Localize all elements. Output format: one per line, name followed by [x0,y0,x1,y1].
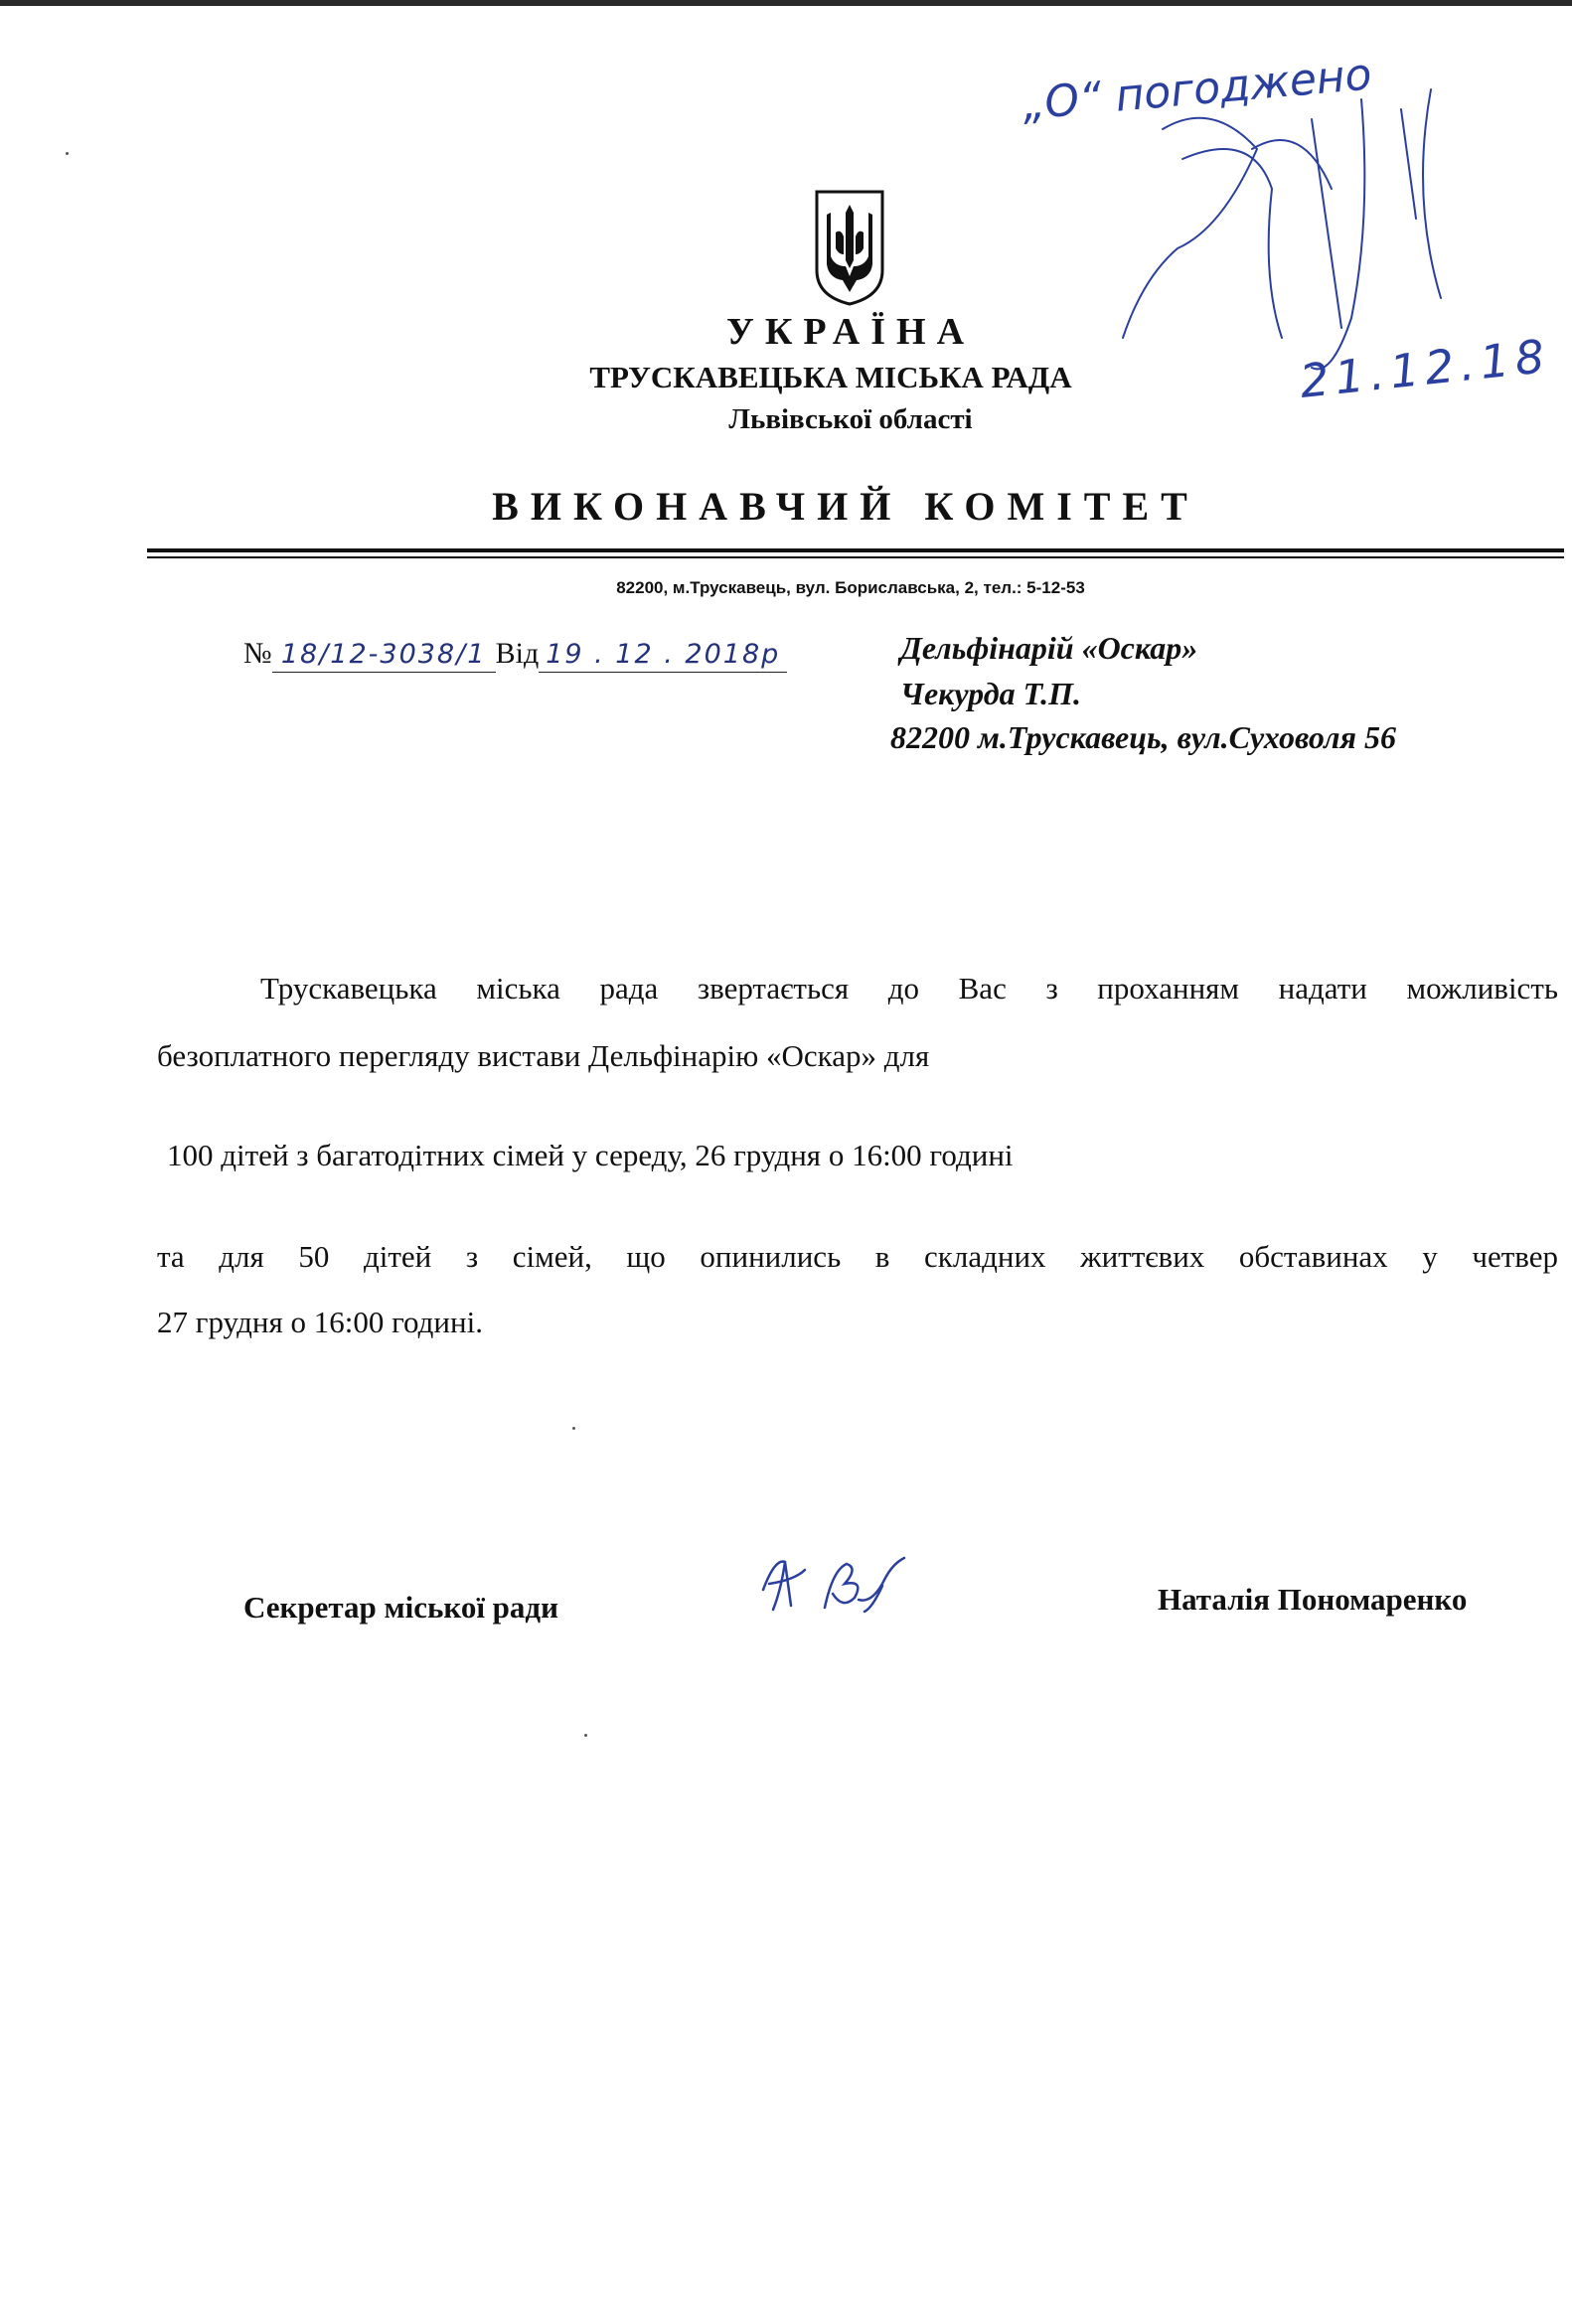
body-paragraph-1-line-2: безоплатного перегляду вистави Дельфінарію «Оскар» для [157,1038,930,1073]
registration-number: 18/12-3038/1 [272,636,496,673]
approval-note-date: 21.12.18 [1297,328,1553,408]
signatory-title: Секретар міської ради [243,1590,558,1625]
date-prefix: Від [495,637,540,670]
body-paragraph-1-line-1: Трускавецька міська рада звертається до Вас з проханням надати можливість [260,971,1558,1006]
scan-speck [584,1734,587,1737]
committee-title: ВИКОНАВЧИЙ КОМІТЕТ [492,484,1199,529]
scan-speck [572,1427,575,1430]
body-paragraph-3-line-2: 27 грудня о 16:00 годині. [157,1305,483,1339]
recipient-organization: Дельфінарій «Оскар» [900,630,1198,666]
body-paragraph-2: 100 дітей з багатодітних сімей у середу, 26 грудня о 16:00 годині [167,1138,1014,1172]
approval-signature-scrawl [1123,89,1441,369]
country-name: УКРАЇНА [725,311,976,353]
approval-note-text: „О“ погоджено [1020,49,1374,130]
council-address: 82200, м.Трускавець, вул. Бориславська, 2, тел.: 5-12-53 [616,578,1085,597]
header-rule-thick [147,548,1564,552]
body-paragraph-3-line-1: та для 50 дітей з сімей, що опинились в складних життєвих обставинах у четвер [157,1239,1558,1274]
oblast-name: Львівської області [728,403,973,435]
signatory-name: Наталія Пономаренко [1158,1582,1468,1617]
scan-top-band [0,0,1572,6]
handwritten-signature [755,1550,924,1620]
recipient-person: Чекурда Т.П. [900,676,1082,711]
registration-line [243,636,787,673]
registration-date: 19 . 12 . 2018р [539,636,787,673]
coat-of-arms-icon [813,189,886,306]
number-prefix: № [243,637,272,670]
header-rule-thin [147,556,1564,558]
scan-speck [66,152,69,155]
approval-annotation [1014,20,1570,437]
council-name: ТРУСКАВЕЦЬКА МІСЬКА РАДА [589,360,1072,394]
recipient-address: 82200 м.Трускавець, вул.Суховоля 56 [890,719,1396,755]
